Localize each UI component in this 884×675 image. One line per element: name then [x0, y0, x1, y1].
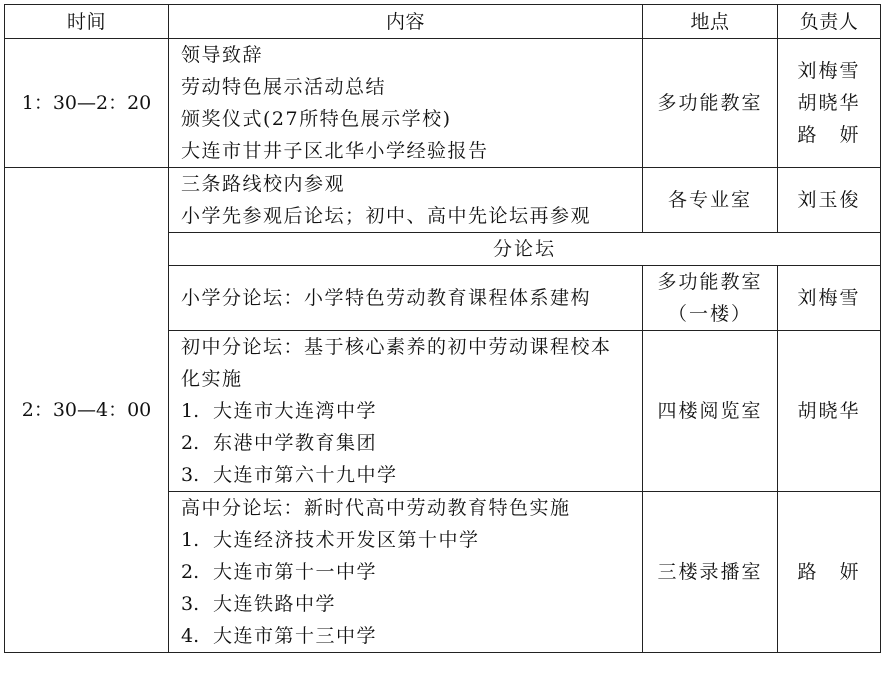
- header-content: 内容: [169, 5, 643, 39]
- forum-title-line: 初中分论坛：基于核心素养的初中劳动课程校本: [181, 336, 612, 358]
- school-name: 东港中学教育集团: [213, 432, 378, 454]
- time-cell: 1：30—2：20: [5, 39, 169, 168]
- agenda-item: 颁奖仪式(27所特色展示学校): [181, 108, 452, 130]
- list-number: 1.: [181, 529, 200, 551]
- agenda-item: 劳动特色展示活动总结: [181, 76, 387, 98]
- list-number: 3.: [181, 464, 200, 486]
- header-time: 时间: [5, 5, 169, 39]
- list-item: [181, 427, 636, 459]
- school-name: 大连市大连湾中学: [213, 400, 378, 422]
- content-cell: 小学分论坛：小学特色劳动教育课程体系建构: [169, 266, 643, 331]
- location-cell: 多功能教室: [643, 39, 778, 168]
- school-name: 大连市第十一中学: [213, 561, 378, 583]
- location-cell: [643, 266, 778, 331]
- person-name: 胡晓华: [797, 92, 861, 114]
- list-number: 2.: [181, 432, 200, 454]
- school-name: 大连市第十三中学: [213, 625, 378, 647]
- list-item: [181, 459, 636, 491]
- forum-section-title: 分论坛: [169, 233, 881, 266]
- location-line: （一楼）: [667, 303, 752, 325]
- school-name: 大连市第六十九中学: [213, 464, 398, 486]
- schedule-table: [4, 4, 881, 653]
- school-name: 大连经济技术开发区第十中学: [213, 529, 480, 551]
- location-cell: 各专业室: [643, 168, 778, 233]
- list-number: 3.: [181, 593, 200, 615]
- agenda-item: 小学先参观后论坛；初中、高中先论坛再参观: [181, 205, 592, 227]
- time-cell: 2：30—4：00: [5, 168, 169, 653]
- person-cell: 路 妍: [778, 492, 881, 653]
- content-cell: [169, 39, 643, 168]
- content-cell: [169, 331, 643, 492]
- school-name: 大连铁路中学: [213, 593, 337, 615]
- table-row: [5, 39, 881, 168]
- person-cell: 胡晓华: [778, 331, 881, 492]
- list-item: [181, 588, 636, 620]
- list-item: [181, 556, 636, 588]
- content-cell: [169, 168, 643, 233]
- person-name: 路 妍: [797, 124, 861, 146]
- list-number: 4.: [181, 625, 200, 647]
- list-number: 1.: [181, 400, 200, 422]
- content-cell: [169, 492, 643, 653]
- agenda-item: 领导致辞: [181, 44, 264, 66]
- person-cell: 刘玉俊: [778, 168, 881, 233]
- person-cell: [778, 39, 881, 168]
- header-row: [5, 5, 881, 39]
- person-name: 刘梅雪: [797, 60, 861, 82]
- agenda-item: 大连市甘井子区北华小学经验报告: [181, 140, 489, 162]
- list-number: 2.: [181, 561, 200, 583]
- agenda-item: 三条路线校内参观: [181, 173, 346, 195]
- location-cell: 四楼阅览室: [643, 331, 778, 492]
- table-row: [5, 168, 881, 233]
- header-location: 地点: [643, 5, 778, 39]
- list-item: [181, 620, 636, 652]
- list-item: [181, 524, 636, 556]
- forum-title-line: 高中分论坛：新时代高中劳动教育特色实施: [181, 497, 571, 519]
- forum-title-line: 化实施: [181, 368, 243, 390]
- header-person: 负责人: [778, 5, 881, 39]
- location-line: 多功能教室: [657, 271, 763, 293]
- location-cell: 三楼录播室: [643, 492, 778, 653]
- list-item: [181, 395, 636, 427]
- person-cell: 刘梅雪: [778, 266, 881, 331]
